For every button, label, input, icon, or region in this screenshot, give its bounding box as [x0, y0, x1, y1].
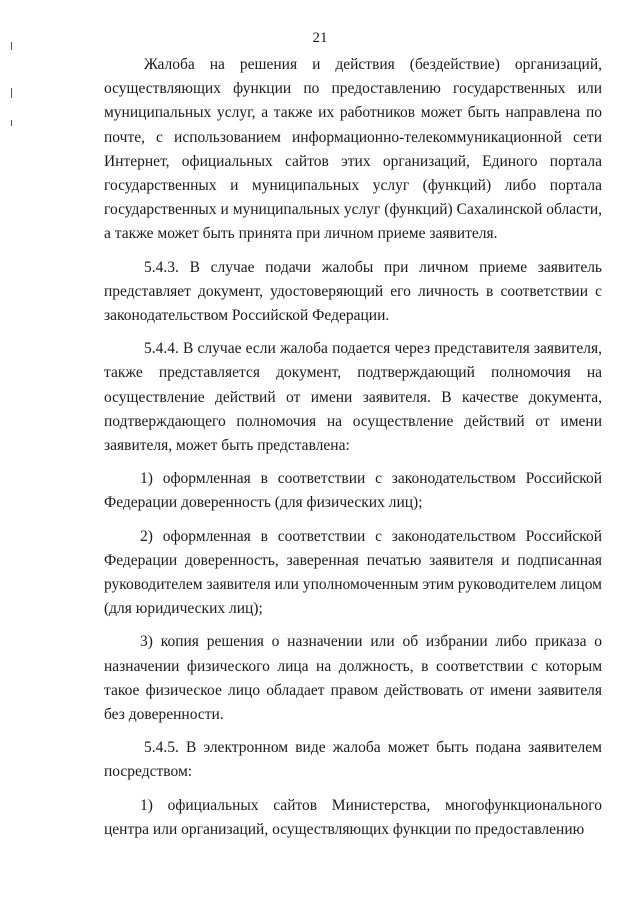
page-number: 21	[312, 30, 328, 46]
list-item-1-individuals: 1) оформленная в соответствии с законодательством Российской Федерации доверенность (для физических лиц);	[104, 470, 602, 512]
paragraph-complaint-channels: Жалоба на решения и действия (бездействие) организаций, осуществляющих функции по предоставлению государственных или муниципальных услуг, а также их работников может быть направлена по почте, с использованием информационно-телекоммуникационной сети Интернет, официальных сайтов этих организаций, Единого портала государственных и муниципальных услуг (функций) либо портала государственных и муниципальных услуг (функций) Сахалинской области, а также может быть принята при личном приеме заявителя.	[104, 56, 602, 243]
document-body	[104, 53, 602, 842]
list-item-1-official-sites: 1) официальных сайтов Министерства, многофункционального центра или организаций, осуществляющих функции по предоставлению	[104, 796, 602, 838]
list-item-2-legal-entities: 2) оформленная в соответствии с законодательством Российской Федерации доверенность, заверенная печатью заявителя и подписанная руководителем заявителя или уполномоченным этим руководителем лицом (для юридических лиц);	[104, 527, 602, 618]
paragraph-5-4-4: 5.4.4. В случае если жалоба подается через представителя заявителя, также представляется документ, подтверждающий полномочия на осуществление действий от имени заявителя. В качестве документа, подтверждающего полномочия на осуществление действий от имени заявителя, может быть представлена:	[104, 340, 602, 455]
paragraph-5-4-5: 5.4.5. В электронном виде жалоба может быть подана заявителем посредством:	[104, 739, 602, 781]
scan-margin-mark	[11, 42, 12, 50]
scan-margin-mark	[11, 120, 12, 126]
list-item-3-appointment-decision: 3) копия решения о назначении или об избрании либо приказа о назначении физического лица на должность, в соответствии с которым такое физическое лицо обладает правом действовать от имени заявителя без доверенности.	[104, 633, 602, 724]
paragraph-5-4-3: 5.4.3. В случае подачи жалобы при личном приеме заявитель представляет документ, удостоверяющий его личность в соответствии с законодательством Российской Федерации.	[104, 258, 602, 325]
scan-margin-mark	[11, 88, 12, 98]
